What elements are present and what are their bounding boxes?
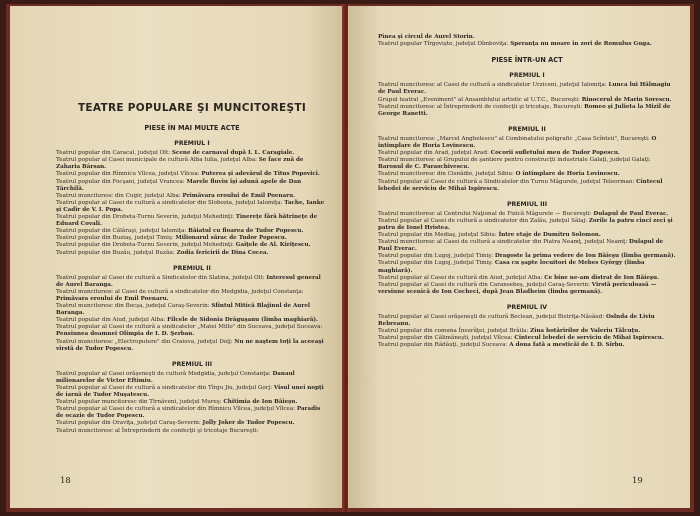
theatre-name: Teatrul muncitoresc al Întreprinderii de confecţii şi tricotaje, Bucureşti: bbox=[378, 103, 585, 110]
theatre-name: Teatrul popular din Drobeta-Turnu Severin, judeţul Mehedinţi: bbox=[56, 242, 236, 249]
theatre-name: Teatrul popular al Casei de culturã a sindicatelor din Slobozia, judeţul Ialomiţa: bbox=[56, 199, 285, 206]
play-title: Bãiatul cu floarea de Tudor Popescu. bbox=[188, 228, 304, 235]
theatre-name: Teatrul muncitoresc din Cugir, judeţul Alba: bbox=[56, 192, 183, 199]
theatre-name: Teatrul popular din Cãlãraşi, judeţul Ialomiţa: bbox=[56, 228, 189, 235]
play-title: Tache, Ianke şi Cadîr de V. I. Popa. bbox=[56, 199, 325, 213]
award-entry bbox=[56, 275, 328, 289]
play-title: Primãvara eroului de Emil Poenaru. bbox=[56, 295, 169, 302]
theatre-name: Teatrul muncitoresc al Casei de culturã a sindicatelor din Medgidia, judeţul Constanţa: bbox=[56, 288, 304, 295]
theatre-name: Teatrul muncitoresc al Grupului de şantiere pentru construcţii industriale Galaţi, judeţul Galaţi: bbox=[378, 157, 651, 164]
award-entry bbox=[378, 275, 676, 282]
award-entry bbox=[378, 179, 676, 193]
theatre-name: Teatrul popular muncitoresc din Tîrnãveni, judeţul Mureş: bbox=[56, 399, 224, 406]
award-entry bbox=[56, 214, 328, 228]
page-number-left: 18 bbox=[60, 476, 71, 486]
play-title: Între etaje de Dumitru Solomon. bbox=[498, 232, 601, 239]
play-title: Cîntecul lebedei de serviciu de Mihai Ispirescu. bbox=[378, 178, 663, 192]
play-title: Tinereţe fãrã bãtrîneţe de Eduard Covali. bbox=[56, 214, 318, 228]
award-entry bbox=[56, 157, 328, 171]
play-title: Lunca lui Hãlmagiu de Paul Everac. bbox=[378, 82, 671, 96]
section-heading-one-act: PIESE ÎNTR-UN ACT bbox=[491, 56, 563, 65]
award-entry bbox=[56, 428, 328, 435]
theatre-name: Teatrul popular al Casei de culturã din Aiud, judeţul Alba: bbox=[378, 274, 545, 281]
play-title: Sfîntul Miticã Blajinul de Aurel Baranga. bbox=[56, 303, 310, 317]
award-entry bbox=[378, 171, 676, 178]
prize-heading: PREMIUL II bbox=[508, 125, 546, 133]
award-entry bbox=[56, 339, 328, 353]
award-entry bbox=[56, 324, 328, 338]
theatre-name: Teatrul muncitoresc al Casei de culturã a sindicatelor din Piatra Neamţ, judeţul Neamţ: bbox=[378, 239, 630, 246]
play-title: Puterea şi adevãrul de Titus Popovici. bbox=[201, 171, 320, 178]
theatre-name: Teatrul popular din Lugoj, judeţul Timiş: bbox=[378, 253, 495, 260]
play-title: O întîmplare de Horia Lovinescu. bbox=[515, 171, 620, 178]
prize-heading: PREMIUL II bbox=[173, 264, 211, 272]
award-entry bbox=[56, 235, 328, 242]
right-page-content bbox=[378, 34, 676, 349]
right-prize-list bbox=[378, 72, 676, 349]
play-title: Casa cu şapte locuitori de Mebes György (limba maghiarã). bbox=[378, 260, 645, 274]
award-entry bbox=[378, 97, 676, 104]
play-title: Cocorii sufletului meu de Tudor Popescu. bbox=[490, 150, 620, 157]
award-entry bbox=[56, 193, 328, 200]
award-entry bbox=[56, 371, 328, 385]
theatre-name: Teatrul popular din Cãlimãneşti, judeţul Vîlcea: bbox=[378, 335, 515, 342]
play-title: Paradis de ocazie de Tudor Popescu. bbox=[56, 406, 321, 420]
play-title: Marele fluviu îşi adunã apele de Dan Tãrchilã. bbox=[56, 178, 302, 192]
book-spread bbox=[6, 4, 694, 512]
play-title: Pînea şi circul de Aurel Storin. bbox=[378, 34, 475, 40]
play-title: A doua fatã a mesticãi de I. D. Sîrbu. bbox=[509, 342, 625, 349]
play-title: Milionarul sãrac de Tudor Popescu. bbox=[175, 235, 287, 242]
play-title: Oslnda de Liviu Rebreanu. bbox=[378, 314, 655, 328]
award-entry bbox=[378, 82, 676, 96]
theatre-name: Teatrul muncitoresc „Marcel Anghelescu" al Combinatului poligrafic „Casa Scînteii", Bucureşti: bbox=[378, 135, 652, 142]
play-title: Scene de carnaval dupã I. L. Caragiale. bbox=[171, 150, 295, 157]
play-title: Speranţa nu moare în zori de Romulus Guga. bbox=[510, 41, 652, 48]
award-entry bbox=[56, 200, 328, 214]
prize-heading: PREMIUL III bbox=[506, 200, 547, 208]
theatre-name: Teatrul muncitoresc al Casei de culturã a sindicatelor Urziceni, judeţul Ialomiţa: bbox=[378, 82, 609, 89]
award-entry bbox=[378, 150, 676, 157]
page-number-right: 19 bbox=[632, 476, 643, 486]
play-title: Chitimia de Ion Bãieşu. bbox=[223, 399, 298, 406]
theatre-name: Teatrul popular din Buzãu, judeţul Buzãu: bbox=[56, 249, 177, 256]
theatre-name: Teatrul popular al Casei de culturã din Caransebeş, judeţul Caraş-Severin: bbox=[378, 281, 592, 288]
play-title: Pensiunea doamnei Olimpia de I. D. Şerban. bbox=[56, 331, 195, 338]
play-title: Ziua hotãrîrilor de Valeriu Tãlcuţu. bbox=[530, 328, 641, 335]
play-title: Primãvara eroului de Emil Poenaru. bbox=[182, 192, 296, 199]
continued-entries bbox=[378, 34, 676, 48]
theatre-name: Teatrul popular din Lugoj, judeţul Timiş: bbox=[378, 260, 495, 267]
theatre-name: Teatrul popular al Casei de culturã a sindicatelor din Rîmnicu Vîlcea, judeţul Vîlcea: bbox=[56, 406, 297, 413]
play-title: Zorile la patru cinci zeci şi patru de Ionel Hristea. bbox=[378, 217, 673, 231]
play-title: Filcele de Sidonia Drãguşanu (limba maghiarã). bbox=[167, 317, 318, 324]
theatre-name: Teatrul popular al Casei de culturã a sindicatelor din Zalãu, judeţul Sãlaj: bbox=[378, 217, 589, 224]
theatre-name: Teatrul muncitoresc al Întreprinderii de confecţii şi tricotaje Bucureşti: bbox=[56, 427, 259, 434]
award-entry bbox=[56, 289, 328, 303]
right-page bbox=[348, 6, 690, 508]
play-title: Rinocerul de Marin Sorescu. bbox=[581, 96, 672, 103]
theatre-name: Teatrul popular al Casei de culturã a sindicatelor „Matei Millo" din Suceava, judeţul Suceava: bbox=[56, 324, 323, 331]
award-entry bbox=[56, 242, 328, 249]
theatre-name: Teatrul popular din Mediaş, judeţul Sibiu: bbox=[378, 232, 499, 239]
theatre-name: Teatrul popular al Casei de culturã a sindicatelor din Tîrgu Jiu, judeţul Gorj: bbox=[56, 385, 274, 391]
award-entry bbox=[56, 406, 328, 420]
theatre-name: Teatrul muncitoresc „Electroputere" din Craiova, judeţul Dolj: bbox=[56, 338, 235, 345]
play-title: Dulapul de Paul Everac. bbox=[378, 239, 664, 253]
play-title: Ce bine ne-am distrat de Ion Bãieşu. bbox=[544, 274, 660, 281]
award-entry bbox=[378, 157, 676, 171]
theatre-name: Teatrul popular din Arad, judeţul Arad: bbox=[378, 150, 491, 157]
award-entry bbox=[56, 250, 328, 257]
award-entry bbox=[378, 136, 676, 150]
award-entry bbox=[56, 420, 328, 427]
theatre-name: Teatrul popular din Focşani, judeţul Vrancea: bbox=[56, 178, 187, 185]
play-title: Baronul de C. Paraschivescu. bbox=[378, 164, 470, 171]
theatre-name: Grupul teatral „Eveniment" al Ansamblului artistic al U.T.C., Bucureşti: bbox=[378, 96, 582, 103]
award-entry bbox=[378, 239, 676, 253]
award-entry bbox=[378, 218, 676, 232]
play-title: Romeo şi Julieta la Mizil de George Ranetti. bbox=[378, 103, 671, 117]
theatre-name: Teatrul muncitoresc din Bocşa, judeţul Caraş-Severin: bbox=[56, 303, 212, 310]
prize-heading: PREMIUL I bbox=[509, 72, 545, 80]
left-page-content bbox=[56, 120, 328, 435]
award-entry bbox=[378, 211, 676, 218]
award-entry bbox=[56, 171, 328, 178]
play-title: Se face zuã de Zaharia Bârsan. bbox=[56, 157, 304, 171]
play-title: Gaiţele de Al. Kiriţescu. bbox=[235, 242, 311, 249]
theatre-name: Teatrul popular Tîrgovişte, judeţul Dîmboviţa: bbox=[378, 41, 511, 48]
award-entry bbox=[378, 342, 676, 349]
theatre-name: Teatrul popular al Casei orăşeneşti de culturã Beclean, judeţul Bistriţa-Nãsãud: bbox=[378, 314, 607, 320]
play-title: Cîntecul lebedei de serviciu de Mihai Ispirescu. bbox=[514, 335, 664, 342]
theatre-name: Teatrul popular al Casei municipale de culturã Alba Iulia, judeţul Alba: bbox=[56, 157, 259, 164]
theatre-name: Teatrul popular al Casei de culturã a Sindicatelor din Slatina, judeţul Olt: bbox=[56, 274, 267, 281]
theatre-name: Teatrul muncitoresc din Cisnãdie, judeţul Sibiu: bbox=[378, 171, 516, 178]
page-title: TEATRE POPULARE ŞI MUNCITOREŞTI bbox=[77, 102, 307, 114]
left-page bbox=[10, 6, 344, 508]
left-prize-list bbox=[56, 140, 328, 435]
play-title: Danaul milionarelor de Victor Eftimiu. bbox=[56, 370, 295, 384]
play-title: Zodia fericirii de Dina Cocea. bbox=[176, 249, 269, 256]
prize-heading: PREMIUL I bbox=[174, 140, 210, 148]
theatre-name: Teatrul popular al Casei de culturã a Sindicatelor din Turnu Mãgurele, judeţul Teleorman: bbox=[378, 178, 637, 185]
award-entry bbox=[378, 260, 676, 274]
play-title: Interesul general de Aurel Baranga. bbox=[56, 274, 321, 288]
play-title: O întîmplare de Horia Lovinescu. bbox=[378, 135, 657, 150]
theatre-name: Teatrul popular din Caracal, judeţul Olt: bbox=[56, 150, 172, 157]
award-entry bbox=[56, 385, 328, 399]
section-heading: PIESE ÎN MAI MULTE ACTE bbox=[144, 124, 240, 132]
play-title: Visul unei nopţi de iarnã de Tudor Muşatescu. bbox=[56, 385, 324, 399]
theatre-name: Teatrul popular din comuna Însurãţei, judeţul Brãila: bbox=[378, 328, 531, 335]
award-entry bbox=[378, 282, 676, 296]
theatre-name: Teatrul muncitoresc al Centrului Naţional de Fizicã Mãgurele — Bucureşti: bbox=[378, 210, 594, 217]
prize-heading: PREMIUL III bbox=[171, 360, 212, 368]
award-entry bbox=[56, 179, 328, 193]
play-title: Nu ne naştem toţi la aceeaşi vîrstã de Tudor Popescu. bbox=[56, 338, 324, 352]
play-title: Jolly Joker de Tudor Popescu. bbox=[202, 420, 295, 427]
play-title: Vîrstã periculoasã — versiune scenicã de Ion Cocheci, dupã Jean Bladheim (limba germanã). bbox=[378, 281, 657, 295]
award-entry bbox=[378, 41, 676, 48]
play-title: Dulapul de Paul Everac. bbox=[593, 210, 669, 217]
play-title: Dragoste la prima vedere de Ion Bãieşu (limba germanã). bbox=[494, 253, 676, 260]
prize-heading: PREMIUL IV bbox=[506, 303, 548, 311]
theatre-name: Teatrul popular din Drobeta-Turnu Severin, judeţul Mehedinţi: bbox=[56, 214, 236, 221]
theatre-name: Teatrul popular din Aiud, judeţul Alba: bbox=[56, 317, 168, 324]
theatre-name: Teatrul popular din Oraviţa, judeţul Caraş-Severin: bbox=[56, 420, 203, 427]
theatre-name: Teatrul popular din Rîmnicu Vîlcea, judeţul Vîlcea: bbox=[56, 171, 202, 178]
theatre-name: Teatrul popular din Buziaş, judeţul Timiş: bbox=[56, 235, 176, 242]
award-entry bbox=[56, 303, 328, 317]
award-entry bbox=[378, 314, 676, 328]
theatre-name: Teatrul popular al Casei orăşeneşti de culturã Medgidia, judeţul Constanţa: bbox=[56, 370, 273, 377]
award-entry bbox=[378, 104, 676, 118]
theatre-name: Teatrul popular din Rãdãuţi, judeţul Suceava: bbox=[378, 342, 510, 349]
